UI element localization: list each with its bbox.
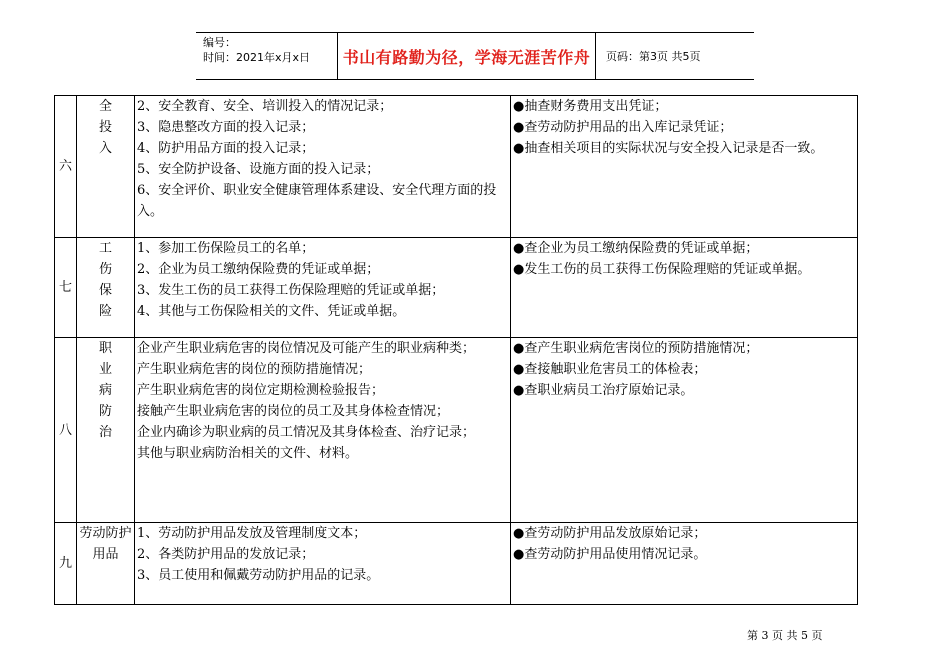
category-text: 工伤保险 xyxy=(98,241,112,319)
page-header xyxy=(196,32,754,80)
table-row xyxy=(55,96,858,238)
check-item: ●查劳动防护用品发放原始记录； xyxy=(513,526,707,541)
list-item: 2、企业为员工缴纳保险费的凭证或单据； xyxy=(137,262,380,277)
row-category xyxy=(77,523,135,605)
row-checks xyxy=(511,238,858,338)
check-item: ●查产生职业病危害岗位的预防措施情况； xyxy=(513,341,759,356)
list-item: 6、安全评价、职业安全健康管理体系建设、安全代理方面的投入。 xyxy=(137,183,497,219)
list-item: 3、员工使用和佩戴劳动防护用品的记录。 xyxy=(137,568,380,583)
list-item: 3、发生工伤的员工获得工伤保险理赔的凭证或单据； xyxy=(137,283,445,298)
check-item: ●抽查财务费用支出凭证； xyxy=(513,99,668,114)
header-page-label: 页码：第3页 共5页 xyxy=(606,50,701,63)
row-category xyxy=(77,238,135,338)
check-item: ●查企业为员工缴纳保险费的凭证或单据； xyxy=(513,241,759,256)
category-text: 全投入 xyxy=(98,99,112,156)
check-item: ●查职业病员工治疗原始记录。 xyxy=(513,383,694,398)
row-number: 九 xyxy=(55,523,77,605)
list-item: 企业产生职业病危害的岗位情况及可能产生的职业病种类； xyxy=(137,341,476,356)
page-footer: 第 3 页 共 5 页 xyxy=(747,629,823,642)
doc-number-label: 编号： xyxy=(203,36,236,49)
check-item: ●发生工伤的员工获得工伤保险理赔的凭证或单据。 xyxy=(513,262,811,277)
header-meta xyxy=(196,33,338,79)
row-items xyxy=(135,523,511,605)
list-item: 产生职业病危害的岗位的预防措施情况； xyxy=(137,362,372,377)
check-item: ●查接触职业危害员工的体检表； xyxy=(513,362,707,377)
category-text: 职业病防治 xyxy=(98,341,112,440)
checklist-table xyxy=(54,95,858,605)
list-item: 4、其他与工伤保险相关的文件、凭证或单据。 xyxy=(137,304,406,319)
list-item: 3、隐患整改方面的投入记录； xyxy=(137,120,315,135)
list-item: 4、防护用品方面的投入记录； xyxy=(137,141,315,156)
check-item: ●查劳动防护用品使用情况记录。 xyxy=(513,547,707,562)
row-category xyxy=(77,338,135,523)
list-item: 产生职业病危害的岗位定期检测检验报告； xyxy=(137,383,385,398)
table-row xyxy=(55,523,858,605)
row-checks xyxy=(511,96,858,238)
row-items xyxy=(135,96,511,238)
table-row xyxy=(55,238,858,338)
list-item: 企业内确诊为职业病的员工情况及其身体检查、治疗记录； xyxy=(137,425,476,440)
row-number: 七 xyxy=(55,238,77,338)
row-checks xyxy=(511,523,858,605)
row-number: 六 xyxy=(55,96,77,238)
check-item: ●查劳动防护用品的出入库记录凭证； xyxy=(513,120,733,135)
row-category xyxy=(77,96,135,238)
row-items xyxy=(135,238,511,338)
row-checks xyxy=(511,338,858,523)
list-item: 其他与职业病防治相关的文件、材料。 xyxy=(137,446,359,461)
list-item: 1、劳动防护用品发放及管理制度文本； xyxy=(137,526,367,541)
check-item: ●抽查相关项目的实际状况与安全投入记录是否一致。 xyxy=(513,141,824,156)
list-item: 接触产生职业病危害的岗位的员工及其身体检查情况； xyxy=(137,404,450,419)
list-item: 5、安全防护设备、设施方面的投入记录； xyxy=(137,162,380,177)
row-number: 八 xyxy=(55,338,77,523)
header-motto: 书山有路勤为径，学海无涯苦作舟 xyxy=(338,33,596,79)
list-item: 2、各类防护用品的发放记录； xyxy=(137,547,315,562)
list-item: 2、安全教育、安全、培训投入的情况记录； xyxy=(137,99,393,114)
table-row xyxy=(55,338,858,523)
row-items xyxy=(135,338,511,523)
doc-time-label: 时间：2021年x月x日 xyxy=(203,51,311,64)
list-item: 1、参加工伤保险员工的名单； xyxy=(137,241,315,256)
category-text: 劳动防护用品 xyxy=(79,526,132,562)
